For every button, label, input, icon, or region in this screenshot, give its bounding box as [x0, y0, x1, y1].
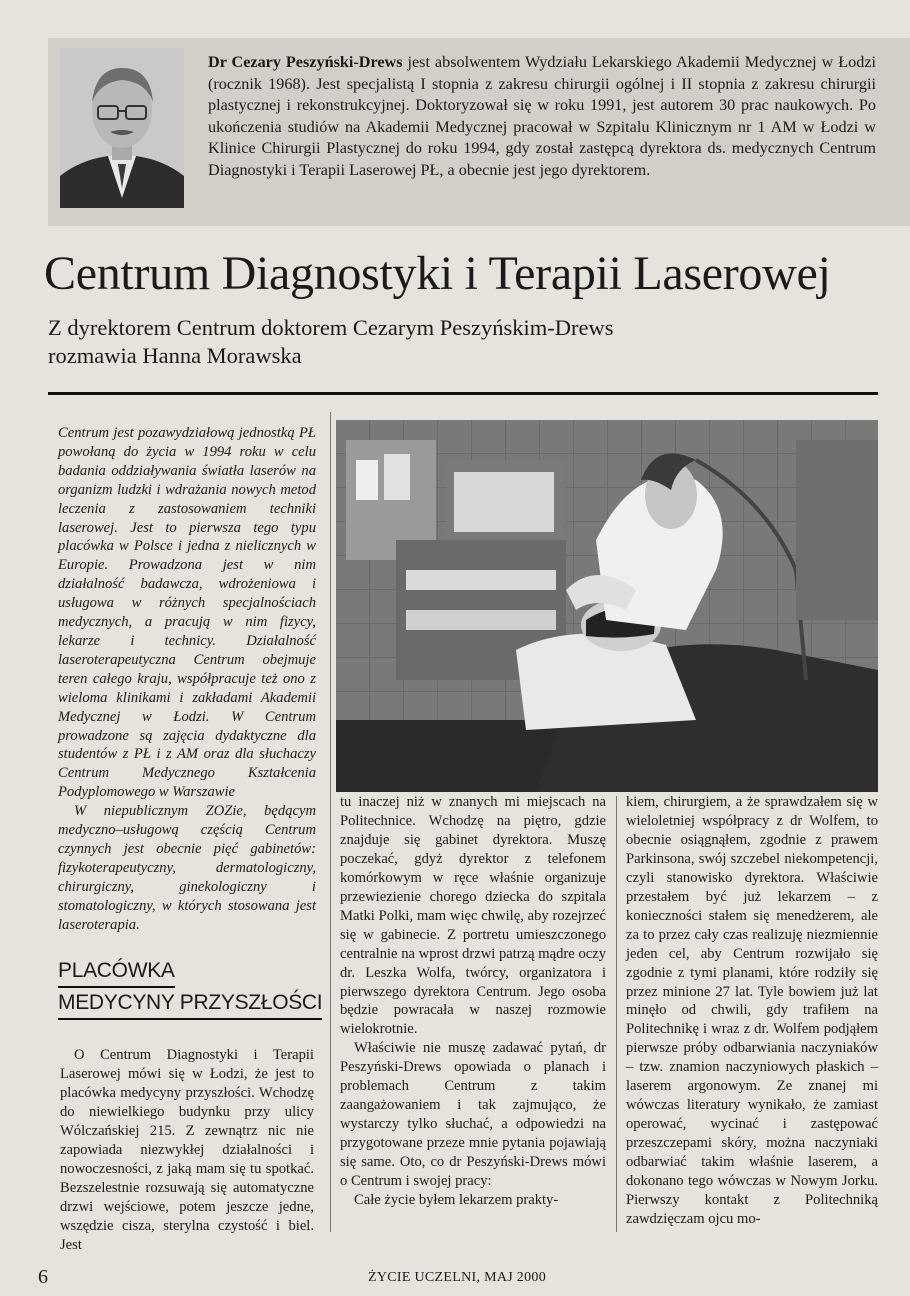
author-bio: [208, 52, 876, 182]
section-heading-line: MEDYCYNY PRZYSZŁOŚCI: [58, 988, 322, 1020]
section-heading-line: PLACÓWKA: [58, 956, 175, 988]
article-photo: [336, 420, 878, 792]
subtitle-line: rozmawia Hanna Morawska: [48, 343, 302, 368]
author-bio-text: jest absolwentem Wydziału Lekarskiego Akademii Medycznej w Łodzi (rocznik 1968). Jest specjalistą I stopnia z zakresu chirurgii ogólnej i II stopnia z zakresu chirurgii plastycznej i rekonstrukcyjnej. Doktoryzował się w roku 1991, jest autorem 30 prac naukowych. Po ukończenia studiów na Akademii Medycznej pracował w Szpitalu Klinicznym nr 1 AM w Łodzi w Klinice Chirurgii Plastycznej do roku 1994, gdy został zastępcą dyrektora ds. medycznych Centrum Diagnostyki i Terapii Laserowej PŁ, a obecnie jest jego dyrektorem.: [208, 53, 876, 179]
body-paragraph: Całe życie byłem lekarzem prakty-: [354, 1192, 559, 1209]
intro-paragraph: Centrum jest pozawydziałową jednostką PŁ powołaną do życia w 1994 roku w celu badania oddziaływania światła laserów na organizm ludzki i wdrażania nowych metod leczenia z zastosowaniem techniki laserowej. Jest to pierwsza tego typu placówka w Polsce i jedna z nielicznych w Europie. Prowadzona jest w nim działalność badawcza, wdrożeniowa i usługowa w różnych specjalnościach medycznych, a pracują w nim fizycy, lekarze i technicy. Działalność laseroterapeutyczna Centrum obejmuje teren całego kraju, współpracuje też ono z wieloma klinikami i zakładami Akademii Medycznej w Łodzi. W Centrum prowadzone są zajęcia dydaktyczne dla studentów z PŁ i z AM oraz dla słuchaczy Centrum Medycznego Kształcenia Podyplomowego w Warszawie: [58, 425, 316, 801]
subtitle-line: Z dyrektorem Centrum doktorem Cezarym Peszyńskim-Drews: [48, 315, 614, 340]
body-paragraph: tu inaczej niż w znanych mi miejscach na Politechnice. Wchodzę na piętro, gdzie znajduje się gabinet dyrektora. Muszę poczekać, gdyż dyrektor z telefonem komórkowym w ręce właśnie organizuje przewiezienie chorego dziecka do szpitala Matki Polki, mam więc chwilę, aby rozejrzeć się w gabinecie. Z portretu umieszczonego centralnie na wprost drzwi patrzą mądre oczy dr. Leszka Wolfa, twórcy, organizatora i pierwszego dyrektora Centrum. Jego osoba będzie powracała w naszej rozmowie wielokrotnie.: [340, 794, 606, 1038]
title-rule: [48, 392, 878, 395]
author-name: Dr Cezary Peszyński-Drews: [208, 53, 403, 71]
column-divider: [616, 796, 617, 1232]
article-title: Centrum Diagnostyki i Terapii Laserowej: [44, 247, 831, 300]
body-paragraph: Właściwie nie muszę zadawać pytań, dr Peszyński-Drews opowiada o planach i problemach Centrum z takim zaangażowaniem i tak zajmująco, że wystarczy tylko słuchać, a odpowiedzi na przygotowane przeze mnie pytania pojawiają się same. Oto, co dr Peszyński-Drews mówi o Centrum i swojej pracy:: [340, 1040, 606, 1190]
publication-footer: ŻYCIE UCZELNI, MAJ 2000: [368, 1270, 546, 1285]
body-paragraph: O Centrum Diagnostyki i Terapii Laserowej mówi się w Łodzi, że jest to placówka medycyny przyszłości. Wchodzę do niewielkiego budynku przy ulicy Wólczańskiej 215. Z zewnątrz nic nie zapowiada niezwykłej działalności i nowoczesności, z jaką mam się tu spotkać. Bezszelestnie rozsuwają się automatyczne drzwi wejściowe, potem jeszcze jedne, wszędzie cisza, sterylna czystość i biel. Jest: [60, 1047, 314, 1253]
author-portrait: [60, 48, 184, 208]
body-column: [60, 1046, 314, 1254]
column-divider: [330, 412, 331, 1232]
body-column: [340, 793, 606, 1210]
page-number: 6: [38, 1266, 48, 1288]
article-subtitle: [48, 314, 868, 370]
intro-paragraph: W niepublicznym ZOZie, będącym medyczno–usługową częścią Centrum czynnych jest obecnie pięć gabinetów: fizykoterapeutyczny, dermatologiczny, chirurgiczny, ginekologiczny i stomatologiczny, w których stosowana jest laseroterapia.: [58, 803, 316, 933]
body-paragraph: kiem, chirurgiem, a że sprawdzałem się w wieloletniej współpracy z dr Wolfem, to obecnie osiągnąłem, zgodnie z prawem Parkinsona, swój szczebel niekompetencji, czyli stanowisko dyrektora. Właściwie przestałem być już lekarzem – z konieczności stałem się menedżerem, ale za to przez cały czas realizuję niezmiennie jeden cel, aby Centrum rozwijało się zgodnie z tymi planami, które rodziły się przez minione 27 lat. Tyle bowiem już lat minęło od chwili, gdy trafiłem na Politechnikę i wraz z dr. Wolfem podjąłem pierwsze próby odbarwiania naczyniaków – tzw. znamion naczyniowych płaskich – laserem argonowym. Ze znanej mi wówczas literatury wynikało, że zamiast operować, wycinać i zastępować przeszczepami skóry, można naczyniaki odbarwiać takim właśnie laserem, a dokonano tego wówczas w Nowym Jorku. Pierwszy kontakt z Politechniką zawdzięczam ojcu mo-: [626, 794, 878, 1227]
article-intro: [58, 424, 316, 934]
body-column: [626, 793, 878, 1229]
section-heading: [58, 956, 328, 1020]
